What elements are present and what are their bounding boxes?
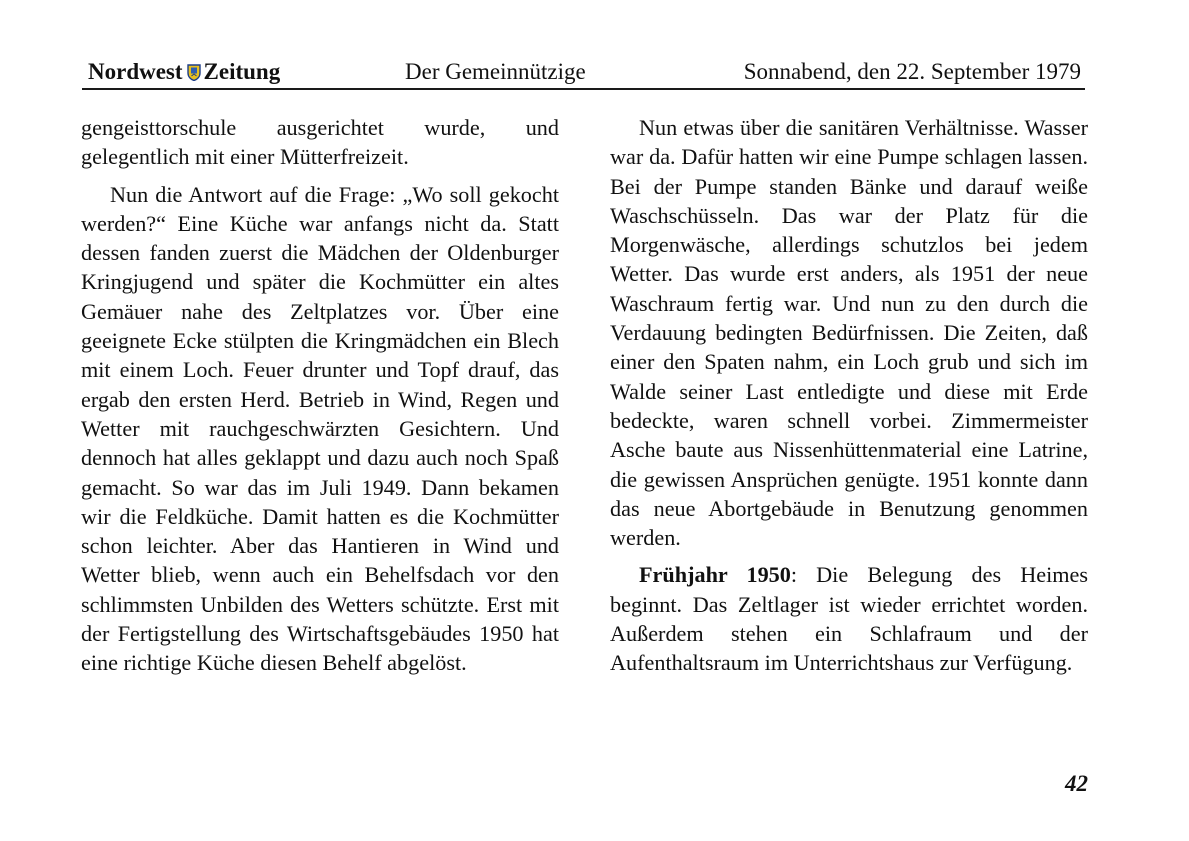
right-column — [610, 113, 1088, 686]
paragraph-body: : Die Belegung des Heimes beginnt. Das Zeltlager ist wieder errichtet worden. Außerdem stehen ein Schlafraum und der Aufenthaltsraum im Unterrichtshaus zur Verfügung. — [610, 562, 1088, 676]
newspaper-masthead — [88, 58, 280, 86]
left-column — [81, 113, 559, 686]
right-paragraph-2 — [610, 560, 1088, 677]
paragraph-lead-date: Frühjahr 1950 — [639, 562, 791, 588]
masthead-zeitung: Zeitung — [203, 59, 281, 84]
left-paragraph-1: gengeisttorschule ausgerichtet wurde, und gelegentlich mit einer Mütterfreizeit. — [81, 115, 559, 170]
left-paragraph-2: Nun die Antwort auf die Frage: „Wo soll gekocht werden?“ Eine Küche war anfangs nicht da. Statt dessen fanden zuerst die Mädchen der Oldenburger Kringjugend und später die Kochmütter ein altes Gemäuer nahe des Zeltplatzes vor. Über eine geeignete Ecke stülpten die Kringmädchen ein Blech mit einem Loch. Feuer drunter und Topf drauf, das ergab den ersten Herd. Betrieb in Wind, Regen und Wetter mit rauchgeschwärzten Gesichtern. Und dennoch hat alles geklappt und dazu auch noch Spaß gemacht. So war das im Juli 1949. Dann bekamen wir die Feldküche. Damit hatten es die Kochmütter schon leichter. Aber das Hantieren in Wind und Wetter blieb, wenn auch ein Behelfsdach vor den schlimmsten Unbilden des Wetters schützte. Erst mit der Fertigstellung des Wirtschaftsgebäudes 1950 hat eine richtige Küche diesen Behelf abgelöst. — [81, 181, 559, 676]
section-title: Der Gemeinnützige — [405, 59, 586, 84]
coat-of-arms-icon — [187, 64, 201, 81]
page-number: 42 — [1065, 771, 1088, 796]
right-paragraph-1: Nun etwas über die sanitären Verhältnisse. Wasser war da. Dafür hatten wir eine Pumpe schlagen lassen. Bei der Pumpe standen Bänke und darauf weiße Waschschüsseln. Das war der Platz für die Morgenwäsche, allerdings schutzlos bei jedem Wetter. Das wurde erst anders, als 1951 der neue Waschraum fertig war. Und nun zu den durch die Verdauung bedingten Bedürfnissen. Die Zeiten, daß einer den Spaten nahm, ein Loch grub und sich im Walde seiner Last entledigte und diese mit Erde bedeckte, waren schnell vorbei. Zimmermeister Asche baute aus Nissenhüttenmaterial eine Latrine, die gewissen Ansprüchen genügte. 1951 konnte dann das neue Abortgebäude in Benutzung genommen werden. — [610, 115, 1088, 551]
issue-date: Sonnabend, den 22. September 1979 — [743, 59, 1081, 84]
page-header — [82, 58, 1085, 90]
masthead-nordwest: Nordwest — [88, 59, 183, 84]
